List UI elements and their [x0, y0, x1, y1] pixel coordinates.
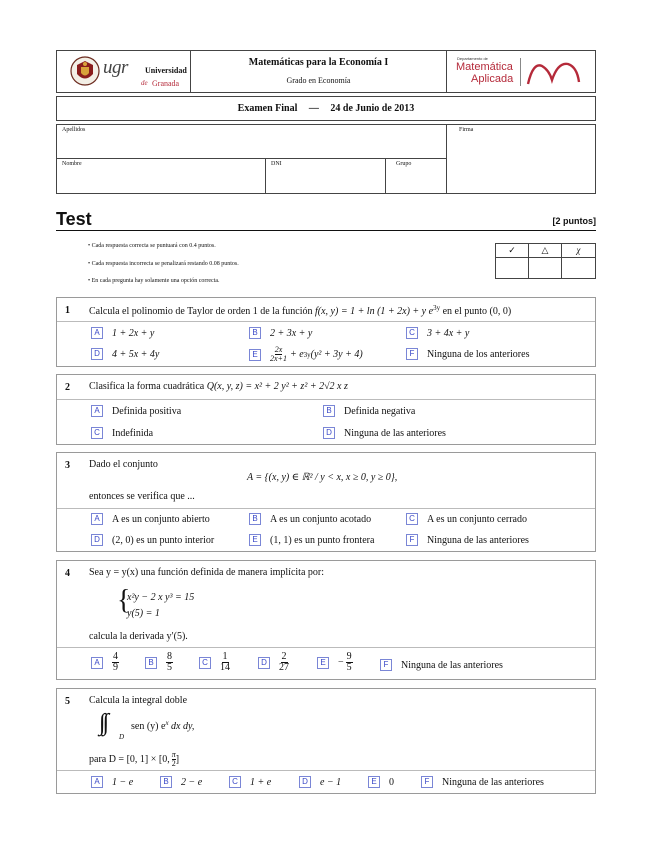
apellidos-field[interactable]: Apellidos [62, 127, 86, 133]
option-d[interactable]: D $\frac{2}{27}$ [258, 652, 289, 673]
rule-item: • Cada respuesta incorrecta se penalizará restando 0.08 puntos. [88, 260, 239, 267]
option-f[interactable]: F Ninguna de las anteriores [380, 659, 503, 671]
question-text: Clasifica la forma cuadrática Q(x, y, z) = x² + 2 y² + z² + 2√2 x z [89, 381, 348, 392]
question-text: Dado el conjunto [89, 459, 158, 470]
dept-separator [520, 58, 521, 86]
option-b[interactable]: B 2 + 3x + y [249, 327, 312, 339]
test-points: [2 puntos] [552, 216, 596, 226]
firma-field[interactable]: Firma [459, 127, 474, 133]
dept-wave-icon [525, 58, 581, 86]
test-title: Test [56, 209, 92, 229]
grid-cell-blank[interactable] [529, 258, 562, 279]
set-definition: A = {(x, y) ∈ ℝ² / y < x, x ≥ 0, y ≥ 0}, [247, 472, 398, 483]
question-text-2: calcula la derivada y′(5). [89, 631, 188, 642]
question-text-2: para D = [0, 1] × [0, π 2 ] [89, 750, 180, 768]
option-c[interactable]: C Indefinida [91, 427, 153, 439]
student-form [56, 124, 596, 194]
test-rule-line [56, 230, 596, 231]
option-a[interactable]: A A es un conjunto abierto [91, 513, 210, 525]
exam-line [56, 103, 596, 114]
question-text-2: entonces se verifica que ... [89, 491, 195, 502]
uni-name-2: Granada [152, 79, 180, 88]
dept-pre: Departamento de [457, 56, 488, 61]
option-b[interactable]: B A es un conjunto acotado [249, 513, 371, 525]
question-text: Sea y = y(x) una función definida de manera implícita por: [89, 567, 325, 578]
option-b[interactable]: B Definida negativa [323, 405, 415, 417]
question-number: 5 [65, 696, 70, 707]
option-a[interactable]: A 1 − e [91, 776, 133, 788]
option-a[interactable]: A Definida positiva [91, 405, 181, 417]
course-title: Matemáticas para la Economía I [248, 57, 389, 68]
question-5 [56, 688, 596, 794]
option-f[interactable]: F Ninguna de los anteriores [406, 348, 529, 360]
grid-header-wrong: χ [562, 244, 595, 258]
header-divider-2 [446, 50, 447, 93]
question-text: Calcula la integral doble [89, 695, 188, 706]
double-integral-icon: ∫∫ [99, 710, 107, 736]
integrand: sen (y) $e^x$ dx dy, [131, 719, 195, 732]
uni-de: de [141, 79, 148, 87]
option-e[interactable]: E − $\frac{9}{5}$ [317, 652, 353, 673]
option-e[interactable]: E (1, 1) es un punto frontera [249, 534, 374, 546]
dept-line-1: Matemática [456, 61, 513, 73]
question-number: 3 [65, 460, 70, 471]
option-e[interactable]: E 2x 2x+1 + e 3y (y² + 3y + 4) [249, 346, 363, 363]
option-c[interactable]: C 3 + 4x + y [406, 327, 469, 339]
integral-region: D [119, 733, 125, 741]
option-c[interactable]: C $\frac{1}{14}$ [199, 652, 230, 673]
grid-header-blank: △ [529, 244, 562, 258]
ugr-logo-text: ugr [103, 57, 128, 78]
equation-2: y(5) = 1 [127, 608, 160, 619]
uni-name-1: Universidad [145, 66, 187, 75]
option-f[interactable]: F Ninguna de las anteriores [421, 776, 544, 788]
exam-dash: — [308, 103, 319, 114]
option-b[interactable]: B 2 − e [160, 776, 202, 788]
option-c[interactable]: C 1 + e [229, 776, 271, 788]
question-3 [56, 452, 596, 552]
question-number: 1 [65, 305, 70, 316]
exam-date: 24 de Junio de 2013 [330, 103, 415, 114]
dni-field[interactable]: DNI [271, 161, 282, 167]
question-text: Calcula el polinomio de Taylor de orden 1 de la función f(x, y) = 1 + ln (1 + 2x) + y $e^{3y}$ en el punto (0, 0) [89, 304, 512, 317]
option-c[interactable]: C A es un conjunto cerrado [406, 513, 527, 525]
rule-item: • En cada pregunta hay solamente una opción correcta. [88, 278, 220, 284]
nombre-field[interactable]: Nombre [62, 161, 82, 167]
grupo-field[interactable]: Grupo [396, 161, 412, 167]
exam-name: Examen Final [237, 103, 298, 114]
answer-grid [495, 243, 596, 279]
grid-header-correct: ✓ [496, 244, 529, 258]
option-a[interactable]: A 1 + 2x + y [91, 327, 154, 339]
option-b[interactable]: B $\frac{8}{5}$ [145, 652, 173, 673]
ugr-seal-icon [70, 56, 100, 86]
option-f[interactable]: F Ninguna de las anteriores [406, 534, 529, 546]
question-2 [56, 374, 596, 445]
grid-cell-wrong[interactable] [562, 258, 595, 279]
option-a[interactable]: A $\frac{4}{9}$ [91, 652, 119, 673]
grid-cell-correct[interactable] [496, 258, 529, 279]
option-d[interactable]: D e − 1 [299, 776, 341, 788]
rules-list [88, 238, 239, 291]
rule-item: • Cada respuesta correcta se puntuará con 0.4 puntos. [88, 243, 216, 249]
question-4 [56, 560, 596, 680]
degree-name: Grado en Economía [286, 76, 351, 85]
question-number: 4 [65, 568, 70, 579]
system-brace: { [117, 585, 131, 616]
question-1 [56, 297, 596, 367]
option-d[interactable]: D Ninguna de las anteriores [323, 427, 446, 439]
option-d[interactable]: D 4 + 5x + 4y [91, 348, 159, 360]
dept-line-2: Aplicada [471, 73, 514, 85]
option-d[interactable]: D (2, 0) es un punto interior [91, 534, 214, 546]
option-e[interactable]: E 0 [368, 776, 394, 788]
equation-1: x²y − 2 x y³ = 15 [127, 592, 195, 603]
question-number: 2 [65, 382, 70, 393]
